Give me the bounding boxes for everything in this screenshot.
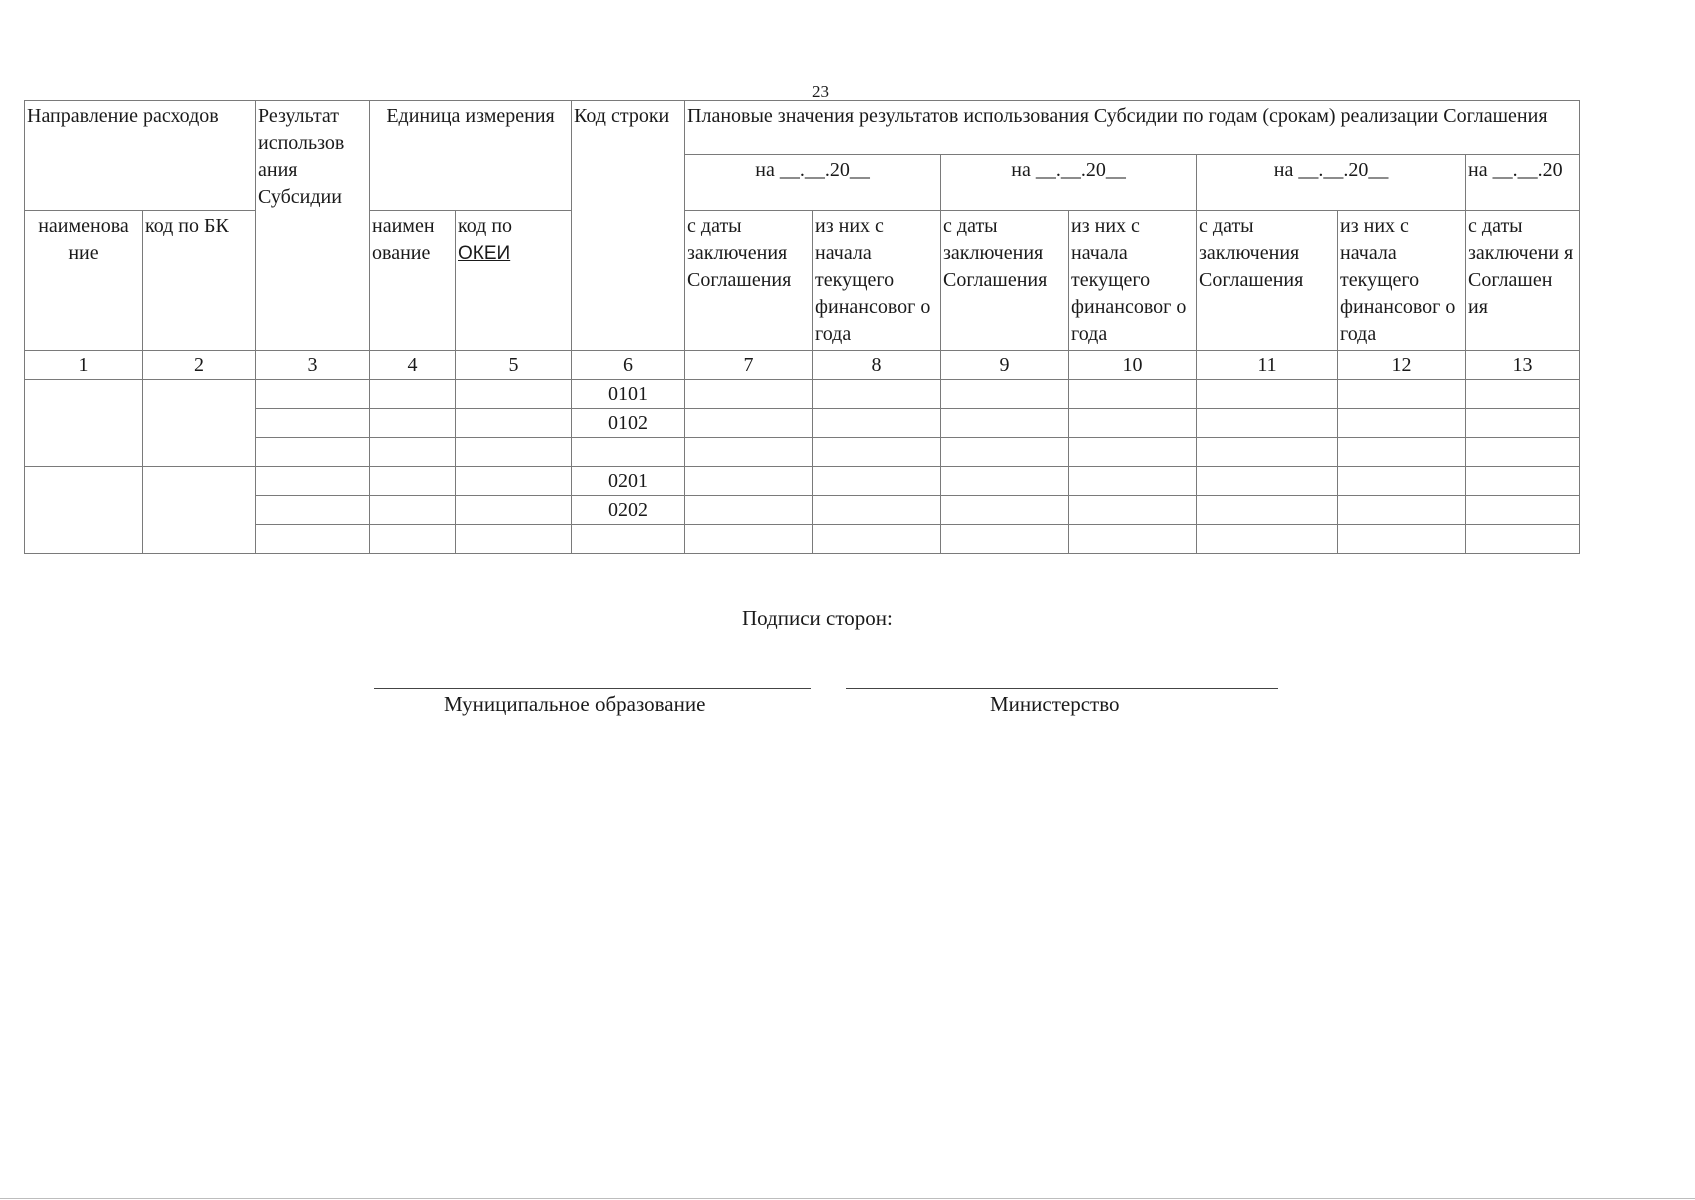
data-cell bbox=[456, 467, 572, 496]
signatures-title: Подписи сторон: bbox=[742, 606, 893, 630]
table-row bbox=[25, 380, 1580, 409]
table-row bbox=[25, 438, 1580, 467]
header-since-year-3: из них с начала текущего финансовог о года bbox=[1338, 211, 1466, 351]
column-number: 11 bbox=[1197, 351, 1338, 380]
data-cell bbox=[370, 438, 456, 467]
data-cell bbox=[256, 380, 370, 409]
row-code bbox=[572, 438, 685, 467]
column-number: 9 bbox=[941, 351, 1069, 380]
table-row bbox=[25, 409, 1580, 438]
column-number: 3 bbox=[256, 351, 370, 380]
data-cell bbox=[456, 525, 572, 554]
unit-code-okei: ОКЕИ bbox=[458, 243, 511, 264]
header-unit: Единица измерения bbox=[370, 101, 572, 211]
left-signature-line bbox=[374, 688, 811, 689]
page-bottom-rule bbox=[0, 1198, 1695, 1199]
row-code: 0201 bbox=[572, 467, 685, 496]
header-row-code: Код строки bbox=[572, 101, 685, 351]
header-period-1: на __.__.20__ bbox=[685, 155, 941, 211]
column-number: 6 bbox=[572, 351, 685, 380]
header-since-date-1: с даты заключения Соглашения bbox=[685, 211, 813, 351]
table-row bbox=[25, 525, 1580, 554]
header-unit-name: наимен ование bbox=[370, 211, 456, 351]
header-period-2: на __.__.20__ bbox=[941, 155, 1197, 211]
row-code bbox=[572, 525, 685, 554]
row-code: 0102 bbox=[572, 409, 685, 438]
data-cell bbox=[256, 438, 370, 467]
data-cell bbox=[370, 380, 456, 409]
data-cell bbox=[25, 467, 143, 554]
page-number: 23 bbox=[812, 82, 829, 101]
header-period-4: на __.__.20 bbox=[1466, 155, 1580, 211]
column-number: 8 bbox=[813, 351, 941, 380]
data-cell bbox=[25, 380, 143, 467]
header-direction-name: наименова ние bbox=[25, 211, 143, 351]
data-cell bbox=[256, 496, 370, 525]
header-since-year-2: из них с начала текущего финансовог о года bbox=[1069, 211, 1197, 351]
data-cell bbox=[456, 438, 572, 467]
subsidy-results-table bbox=[24, 100, 1580, 554]
data-cell bbox=[370, 409, 456, 438]
header-since-date-2: с даты заключения Соглашения bbox=[941, 211, 1069, 351]
data-cell bbox=[370, 496, 456, 525]
header-since-year-1: из них с начала текущего финансовог о года bbox=[813, 211, 941, 351]
header-direction-code: код по БК bbox=[143, 211, 256, 351]
data-cell bbox=[456, 496, 572, 525]
data-cell bbox=[256, 467, 370, 496]
data-cell bbox=[256, 525, 370, 554]
right-signature-line bbox=[846, 688, 1278, 689]
data-cell bbox=[143, 467, 256, 554]
left-signature-label: Муниципальное образование bbox=[444, 692, 706, 716]
header-period-3: на __.__.20__ bbox=[1197, 155, 1466, 211]
header-unit-code bbox=[456, 211, 572, 351]
column-number: 5 bbox=[456, 351, 572, 380]
data-cell bbox=[370, 467, 456, 496]
header-planned-values: Плановые значения результатов использования Субсидии по годам (срокам) реализации Соглашения bbox=[685, 101, 1580, 155]
column-number: 10 bbox=[1069, 351, 1197, 380]
data-cell bbox=[143, 380, 256, 467]
data-cell bbox=[256, 409, 370, 438]
data-cell bbox=[456, 380, 572, 409]
column-number: 12 bbox=[1338, 351, 1466, 380]
unit-code-prefix: код по bbox=[458, 215, 513, 237]
right-signature-label: Министерство bbox=[990, 692, 1120, 716]
column-number: 2 bbox=[143, 351, 256, 380]
header-since-date-4: с даты заключени я Соглашен ия bbox=[1466, 211, 1580, 351]
column-number: 13 bbox=[1466, 351, 1580, 380]
column-number: 4 bbox=[370, 351, 456, 380]
data-cell bbox=[456, 409, 572, 438]
table-row bbox=[25, 467, 1580, 496]
row-code: 0101 bbox=[572, 380, 685, 409]
column-number: 7 bbox=[685, 351, 813, 380]
row-code: 0202 bbox=[572, 496, 685, 525]
header-result: Результат использов ания Субсидии bbox=[256, 101, 370, 351]
data-cell bbox=[370, 525, 456, 554]
header-since-date-3: с даты заключения Соглашения bbox=[1197, 211, 1338, 351]
table-row bbox=[25, 496, 1580, 525]
column-number: 1 bbox=[25, 351, 143, 380]
header-direction: Направление расходов bbox=[25, 101, 256, 211]
